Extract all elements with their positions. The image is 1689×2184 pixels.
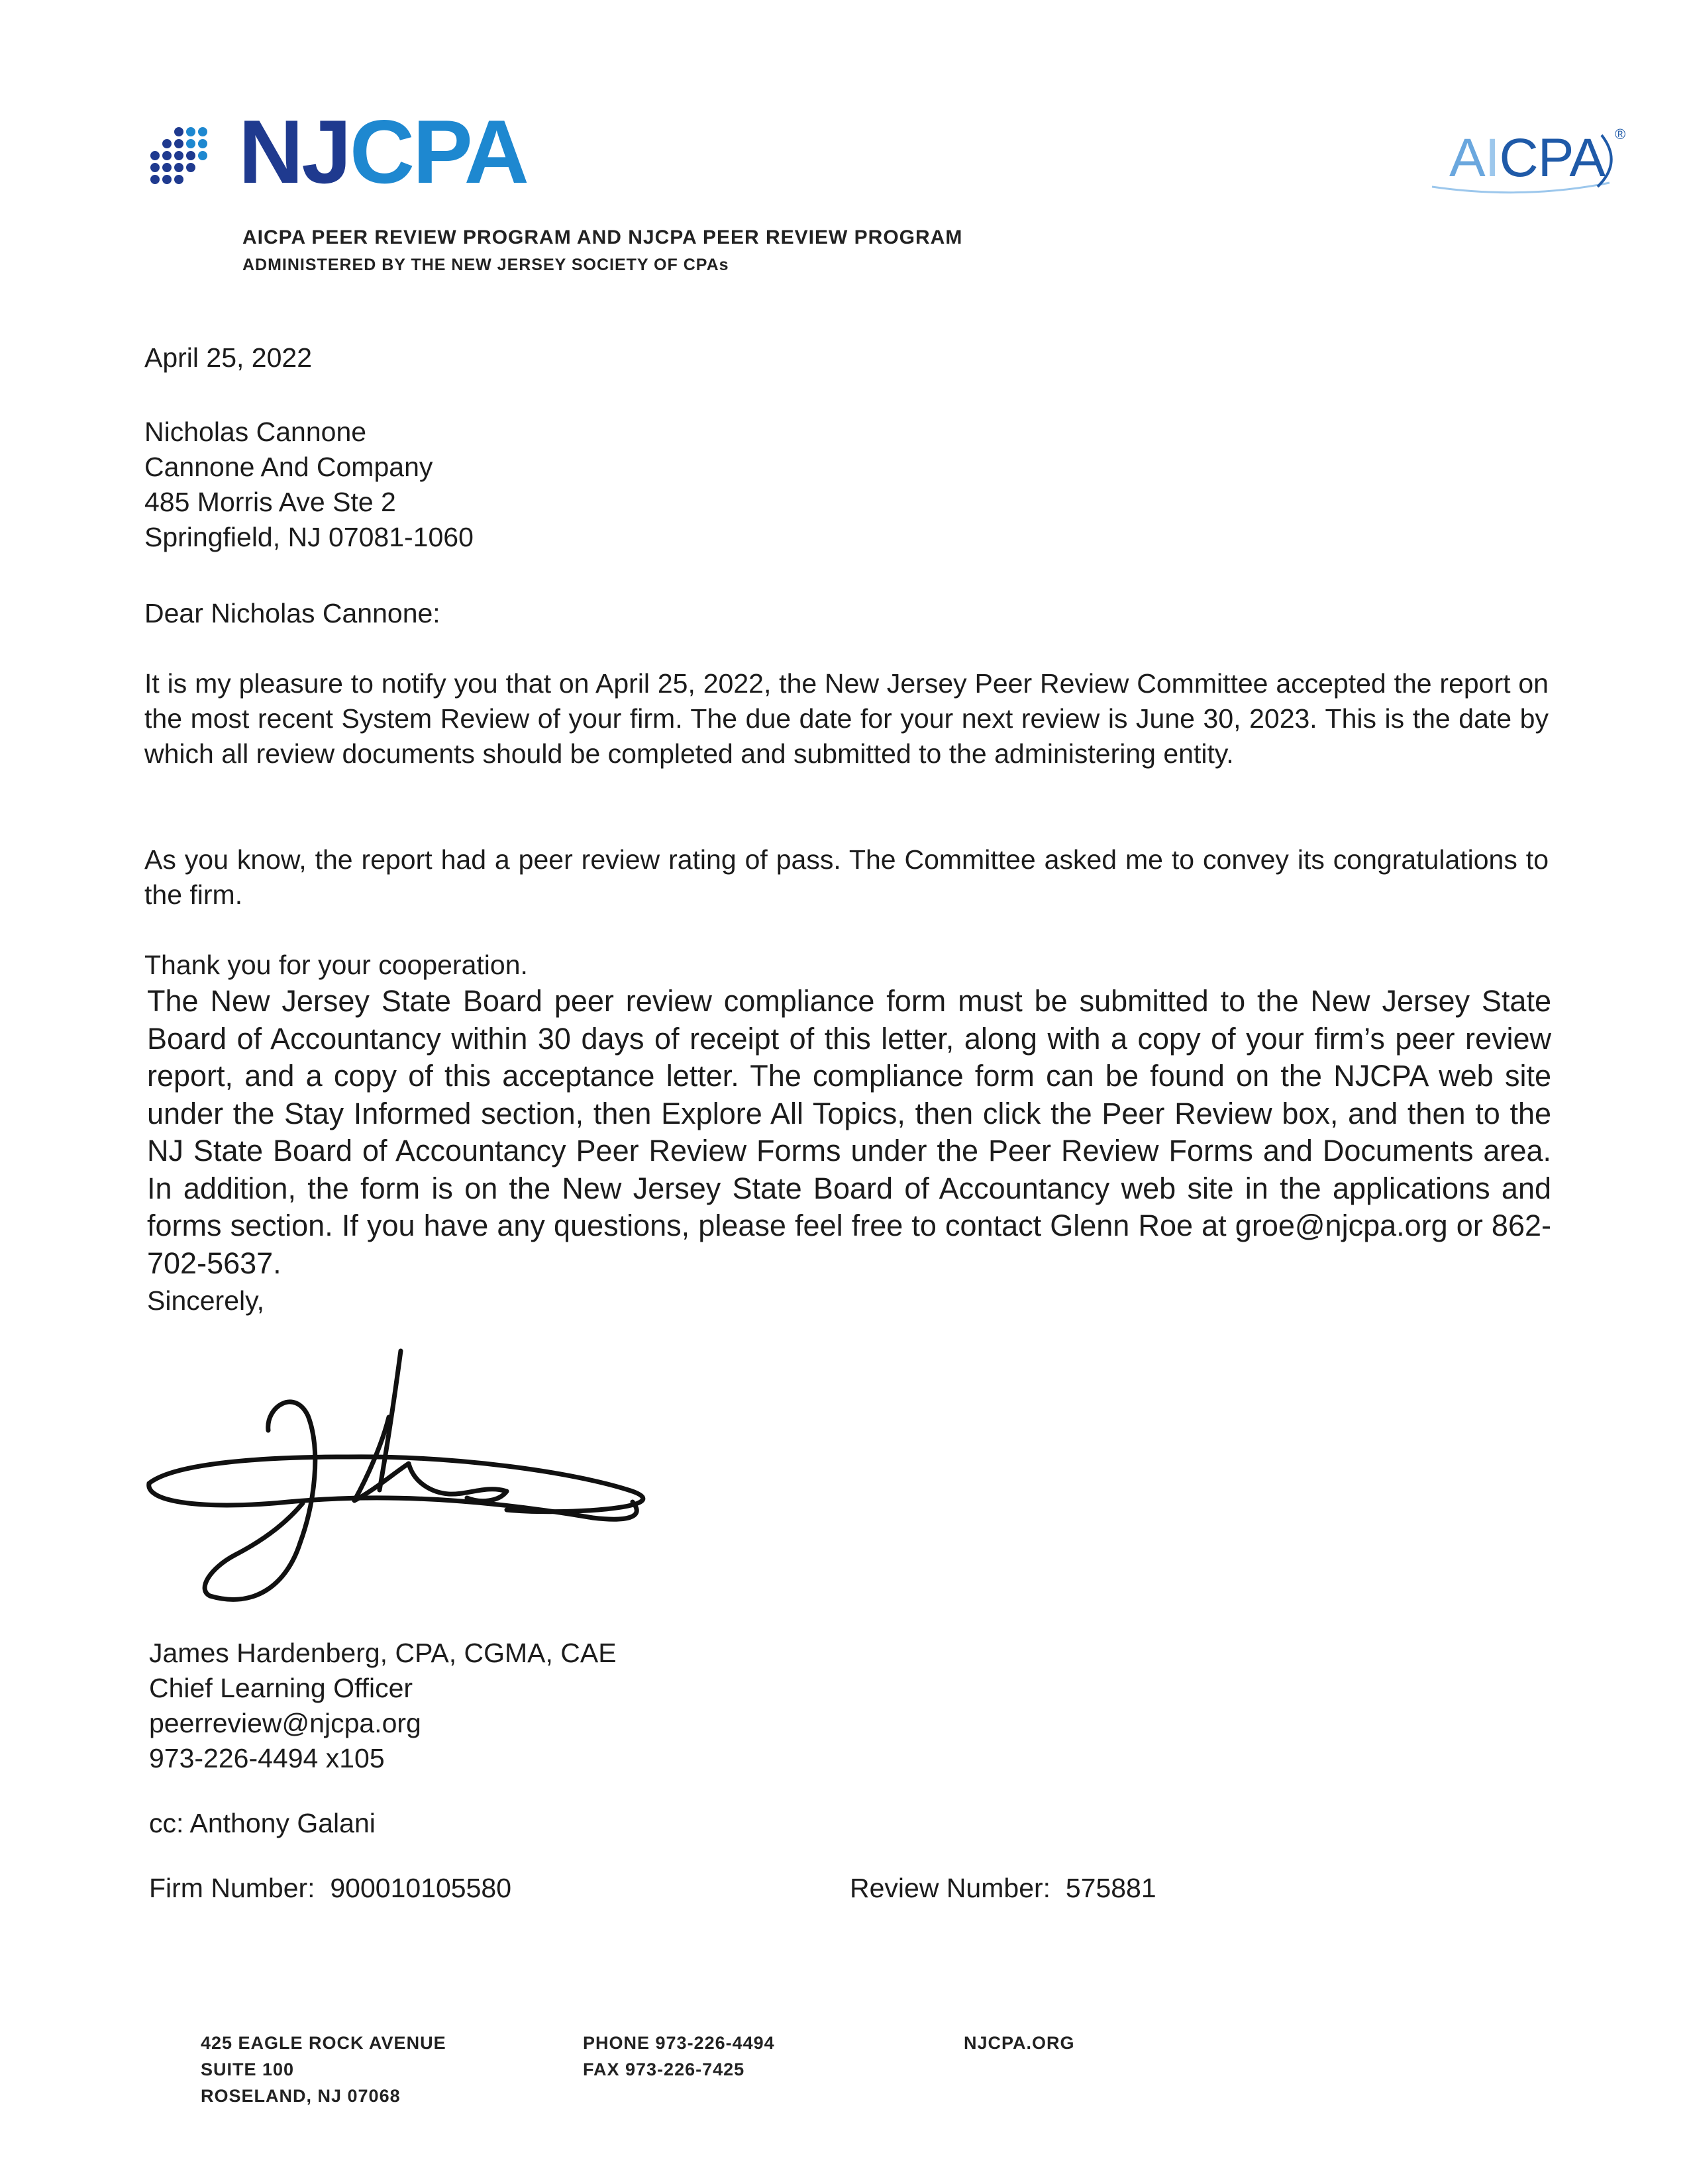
paragraph-compliance: The New Jersey State Board peer review compliance form must be submitted to the New Jersey State Board of Accountancy within 30 days of receipt of this letter, along with a copy of your firm’s peer review report, and a copy of this acceptance letter. The compliance form can be found on the NJCPA web site under the Stay Informed section, then Explore All Topics, then click the Peer Review box, and then to the NJ State Board of Accountancy Peer Review Forms under the Peer Review Forms and Documents area. In addition, the form is on the New Jersey State Board of Accountancy web site in the applications and forms section. If you have any questions, please feel free to contact Glenn Roe at groe@njcpa.org or 862-702-5637. [147, 984, 1551, 1280]
cc-line: cc: Anthony Galani [149, 1808, 376, 1838]
recipient-company: Cannone And Company [144, 452, 433, 482]
handwritten-signature [136, 1344, 659, 1622]
paragraph-rating: As you know, the report had a peer review rating of pass. The Committee asked me to convey its congratulations to the firm. [144, 844, 1549, 910]
program-title: AICPA PEER REVIEW PROGRAM AND NJCPA PEER REVIEW PROGRAM [242, 226, 963, 248]
firm-number-label: Firm Number: [149, 1873, 315, 1903]
njcpa-logo [140, 101, 538, 202]
recipient-street: 485 Morris Ave Ste 2 [144, 487, 396, 517]
recipient-name: Nicholas Cannone [144, 417, 367, 447]
recipient-city: Springfield, NJ 07081-1060 [144, 522, 474, 552]
aicpa-wordmark-cpa: CPA [1499, 128, 1606, 188]
firm-number [149, 1873, 511, 1904]
program-administrator: ADMINISTERED BY THE NEW JERSEY SOCIETY OF CPAs [242, 256, 729, 274]
signer-block [149, 1636, 617, 1776]
footer-address-line-1: 425 EAGLE ROCK AVENUE [201, 2033, 446, 2053]
njcpa-wordmark-nj: NJ [238, 101, 350, 202]
footer-address [201, 2030, 446, 2109]
footer-address-line-3: ROSELAND, NJ 07068 [201, 2086, 401, 2106]
review-number-label: Review Number: [850, 1873, 1051, 1903]
signer-phone: 973-226-4494 x105 [149, 1743, 385, 1773]
njcpa-dots-icon [140, 124, 213, 190]
firm-number-value: 900010105580 [330, 1873, 512, 1903]
aicpa-registered-mark: ® [1615, 126, 1626, 142]
letter-date: April 25, 2022 [144, 342, 313, 373]
footer-contact [583, 2030, 775, 2083]
footer-phone: PHONE 973-226-4494 [583, 2033, 775, 2053]
aicpa-wordmark [1449, 128, 1606, 188]
aicpa-logo [1424, 126, 1636, 219]
njcpa-wordmark-cpa: CPA [349, 101, 527, 202]
signer-email: peerreview@njcpa.org [149, 1708, 421, 1738]
closing: Sincerely, [147, 1285, 264, 1316]
review-number-value: 575881 [1065, 1873, 1156, 1903]
review-number [850, 1873, 1156, 1904]
salutation: Dear Nicholas Cannone: [144, 598, 440, 628]
signer-name: James Hardenberg, CPA, CGMA, CAE [149, 1638, 617, 1668]
thanks-line: Thank you for your cooperation. [144, 950, 528, 980]
footer-fax: FAX 973-226-7425 [583, 2060, 745, 2079]
aicpa-wordmark-i: I [1484, 128, 1500, 188]
aicpa-wordmark-a: A [1449, 128, 1485, 188]
paragraph-acceptance: It is my pleasure to notify you that on April 25, 2022, the New Jersey Peer Review Committee accepted the report on the most recent System Review of your firm. The due date for your next review is June 30, 2023. This is the date by which all review documents should be completed and submitted to the administering entity. [144, 668, 1549, 769]
footer-address-line-2: SUITE 100 [201, 2060, 295, 2079]
njcpa-wordmark [238, 101, 527, 202]
recipient-block [144, 415, 474, 555]
signer-title: Chief Learning Officer [149, 1673, 413, 1703]
footer-website: NJCPA.ORG [964, 2033, 1075, 2053]
